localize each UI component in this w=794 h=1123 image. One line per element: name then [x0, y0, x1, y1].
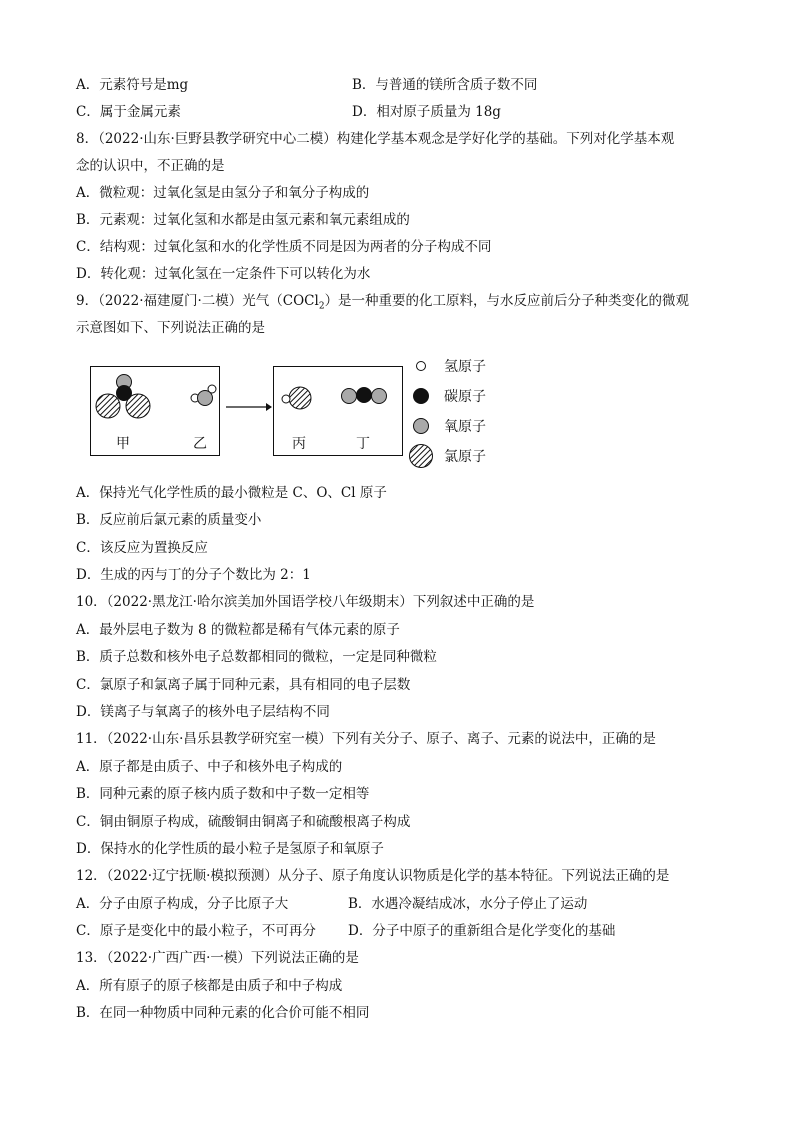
- q9-stem-pre: 9．（2022·福建厦门·二模）光气（COCl: [76, 293, 319, 309]
- q12-option-a: A．分子由原子构成，分子比原子大: [76, 896, 289, 912]
- label-bing: 丙: [292, 436, 306, 452]
- phosgene-molecule: [96, 375, 150, 419]
- q13-option-b: B．在同一种物质中同种元素的化合价可能不相同: [76, 1005, 370, 1021]
- oxygen-atom-icon: [408, 415, 434, 437]
- water-molecule: [191, 385, 216, 406]
- carbon-atom-icon: [408, 385, 434, 407]
- q11-option-a: A．原子都是由质子、中子和核外电子构成的: [76, 759, 343, 775]
- hcl-molecule: [282, 387, 311, 409]
- q11-option-d: D．保持水的化学性质的最小粒子是氢原子和氧原子: [76, 841, 384, 857]
- atom-legend: [408, 355, 528, 475]
- q9-option-a: A．保持光气化学性质的最小微粒是 C、O、Cl 原子: [76, 485, 387, 501]
- q8-option-d: D．转化观：过氧化氢在一定条件下可以转化为水: [76, 266, 371, 282]
- q12-option-c: C．原子是变化中的最小粒子，不可再分: [76, 923, 316, 939]
- label-yi: 乙: [193, 436, 207, 452]
- q11-stem: 11．（2022·山东·昌乐县教学研究室一模）下列有关分子、原子、离子、元素的说法中，正确的是: [76, 731, 656, 747]
- legend-oxygen-label: 氧原子: [444, 419, 486, 435]
- q8-stem-line1: 8．（2022·山东·巨野县教学研究中心二模）构建化学基本观念是学好化学的基础。下列对化学基本观: [76, 131, 675, 147]
- q9-stem-line2: 示意图如下、下列说法正确的是: [76, 320, 265, 336]
- q9-stem-post: ）是一种重要的化工原料，与水反应前后分子种类变化的微观: [324, 293, 690, 309]
- q11-option-c: C．铜由铜原子构成，硫酸铜由铜离子和硫酸根离子构成: [76, 814, 411, 830]
- legend-chlorine: [408, 445, 486, 467]
- q9-option-c: C．该反应为置换反应: [76, 540, 208, 556]
- q10-stem: 10．（2022·黑龙江·哈尔滨美加外国语学校八年级期末）下列叙述中正确的是: [76, 594, 535, 610]
- q10-option-a: A．最外层电子数为 8 的微粒都是稀有气体元素的原子: [76, 622, 400, 638]
- reactant-box: [90, 366, 220, 456]
- q9-stem-line1: [76, 292, 689, 316]
- q8-stem-line2: 念的认识中，不正确的是: [76, 158, 225, 174]
- legend-carbon: [408, 385, 486, 407]
- q9-stem-sub: 2: [318, 301, 325, 312]
- q8-option-b: B．元素观：过氧化氢和水都是由氢元素和氧元素组成的: [76, 212, 410, 228]
- chlorine-atom-icon: [408, 443, 434, 469]
- label-ding: 丁: [356, 436, 370, 452]
- co2-molecule: [342, 387, 387, 404]
- q8-option-c: C．结构观：过氧化氢和水的化学性质不同是因为两者的分子构成不同: [76, 239, 492, 255]
- q13-stem: 13．（2022·广西广西·一模）下列说法正确的是: [76, 950, 359, 966]
- legend-chlorine-label: 氯原子: [444, 449, 486, 465]
- q10-option-d: D．镁离子与氧离子的核外电子层结构不同: [76, 704, 330, 720]
- legend-carbon-label: 碳原子: [444, 389, 486, 405]
- hydrogen-atom-icon: [408, 355, 434, 377]
- q7-option-c: C．属于金属元素: [76, 104, 181, 120]
- q8-option-a: A．微粒观：过氧化氢是由氢分子和氧分子构成的: [76, 185, 370, 201]
- q7-option-a: A．元素符号是mg: [76, 77, 189, 93]
- q10-option-b: B．质子总数和核外电子总数都相同的微粒，一定是同种微粒: [76, 649, 437, 665]
- legend-hydrogen: [408, 355, 486, 377]
- q7-option-b: B．与普通的镁所含质子数不同: [352, 77, 538, 93]
- product-box: [273, 366, 403, 456]
- q12-stem: 12．（2022·辽宁抚顺·模拟预测）从分子、原子角度认识物质是化学的基本特征。下列说法正确的是: [76, 868, 670, 884]
- q9-option-d: D．生成的丙与丁的分子个数比为 2：1: [76, 567, 311, 583]
- q13-option-a: A．所有原子的原子核都是由质子和中子构成: [76, 978, 343, 994]
- q10-option-c: C．氯原子和氯离子属于同种元素，具有相同的电子层数: [76, 677, 411, 693]
- legend-oxygen: [408, 415, 486, 437]
- label-jia: 甲: [116, 436, 130, 452]
- q7-option-d: D．相对原子质量为 18g: [352, 104, 501, 120]
- q9-option-b: B．反应前后氯元素的质量变小: [76, 512, 262, 528]
- legend-hydrogen-label: 氢原子: [444, 359, 486, 375]
- q12-option-d: D．分子中原子的重新组合是化学变化的基础: [348, 923, 616, 939]
- q11-option-b: B．同种元素的原子核内质子数和中子数一定相等: [76, 786, 370, 802]
- q12-option-b: B．水遇冷凝结成冰，水分子停止了运动: [348, 896, 588, 912]
- reaction-arrow-icon: [226, 400, 272, 414]
